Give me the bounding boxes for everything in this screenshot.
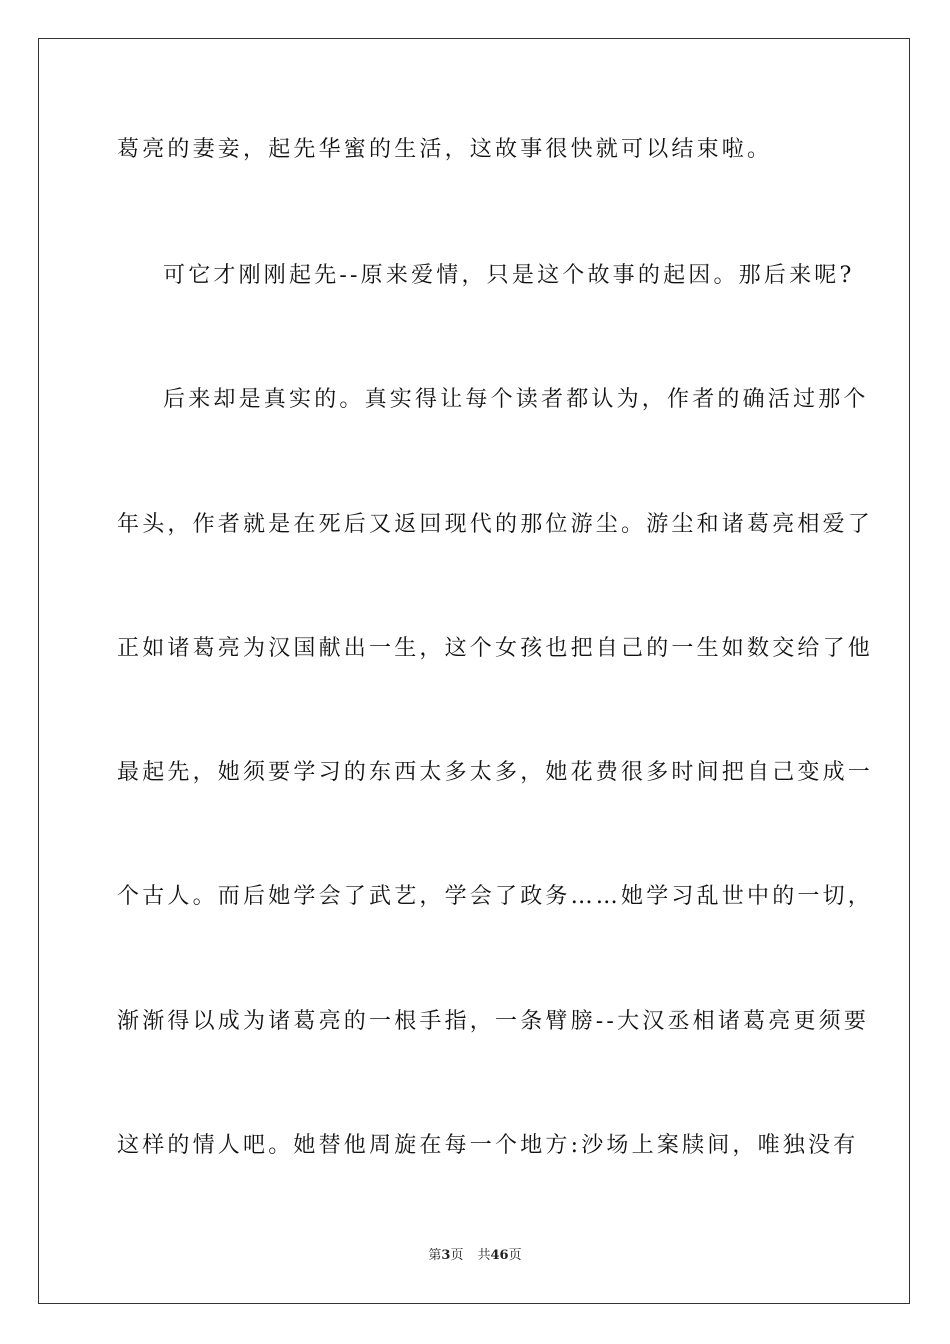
page-suffix: 页 <box>450 1248 464 1263</box>
page-footer <box>0 1247 950 1265</box>
page-border <box>38 38 910 1304</box>
total-prefix: 共 <box>477 1248 491 1263</box>
text-line-1: 葛亮的妻妾，起先华蜜的生活，这故事很快就可以结束啦。 <box>117 137 773 162</box>
text-line-7: 个古人。而后她学会了武艺，学会了政务……她学习乱世中的一切， <box>117 884 874 909</box>
text-line-3: 后来却是真实的。真实得让每个读者都认为，作者的确活过那个 <box>163 387 869 412</box>
text-line-4: 年头，作者就是在死后又返回现代的那位游尘。游尘和诸葛亮相爱了 <box>117 512 874 537</box>
text-line-5: 正如诸葛亮为汉国献出一生，这个女孩也把自己的一生如数交给了他 <box>117 636 874 661</box>
total-pages: 46 <box>490 1248 509 1263</box>
text-line-2: 可它才刚刚起先--原来爱情，只是这个故事的起因。那后来呢? <box>163 263 855 288</box>
text-line-9: 这样的情人吧。她替他周旋在每一个地方:沙场上案牍间，唯独没有 <box>117 1133 859 1158</box>
text-line-8: 渐渐得以成为诸葛亮的一根手指，一条臂膀--大汉丞相诸葛亮更须要 <box>117 1009 870 1034</box>
total-suffix: 页 <box>508 1248 522 1263</box>
page-prefix: 第 <box>428 1248 442 1263</box>
page-number: 3 <box>441 1248 451 1263</box>
text-line-6: 最起先，她须要学习的东西太多太多，她花费很多时间把自己变成一 <box>117 760 874 785</box>
